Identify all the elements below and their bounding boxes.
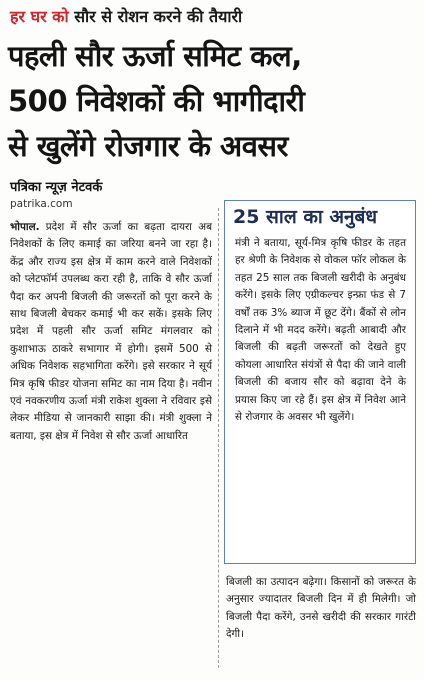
article-continuation: बिजली का उत्पादन बढ़ेगा। किसानों को जरूरत के अनुसार ज्यादातर बिजली दिन में ही मिलेगी। जो बिजली पैदा करेंगे, उनसे खरीदी की सरकार गारंटी देगी। xyxy=(226,576,416,641)
article-main-column xyxy=(10,219,212,445)
article-continuation-column xyxy=(226,574,416,644)
headline-line-2: 500 निवेशकों की भागीदारी xyxy=(8,84,305,118)
sidebar-text: मंत्री ने बताया, सूर्य-मित्र कृषि फीडर के तहत हर श्रेणी के निवेशक से वोकल फॉर लोकल के तहत 25 साल तक बिजली खरीदी के अनुबंध करेंगे। इसके लिए एग्रीकल्चर इन्फ्रा फंड से 7 वर्षों तक 3% ब्याज में छूट देंगे। बैंकों से लोन दिलाने में भी मदद करेंगे। बढ़ती आबादी और बिजली की बढ़ती जरूरतों को देखते हुए कोयला आधारित संयंत्रों से पैदा की जाने वाली बिजली की बजाय सौर को बढ़ावा देने के प्रयास किए जा रहे हैं। इस क्षेत्र में निवेश आने से रोजगार के अवसर भी खुलेंगे। xyxy=(235,237,406,424)
sidebar-text-block xyxy=(235,235,406,426)
kicker-text: सौर से रोशन करने की तैयारी xyxy=(74,7,243,26)
dateline: भोपाल. xyxy=(10,221,40,233)
sidebar-box xyxy=(224,200,416,564)
article-main-text: प्रदेश में सौर ऊर्जा का बढ़ता दायरा अब निवेशकों के लिए कमाई का जरिया बनने जा रहा है। केंद्र और राज्य इस क्षेत्र में काम करने वाले निवेशकों को प्लेटफॉर्म उपलब्ध करा रही है, ताकि वे सौर ऊर्जा पैदा कर अपनी बिजली की जरूरतों को पूरा करने के साथ बिजली बेचकर कमाई भी कर सकें। इसके लिए प्रदेश में पहली सौर ऊर्जा समिट मंगलवार को कुशाभाऊ ठाकरे सभागार में होगी। इसमें 500 से अधिक निवेशक सहभागिता करेंगे। इसे सरकार ने सूर्य मित्र कृषि फीडर योजना समिट का नाम दिया है। नवीन एवं नवकरणीय ऊर्जा मंत्री राकेश शुक्ला ने रविवार इसे लेकर मीडिया से जानकारी साझा की। मंत्री शुक्ला ने बताया, इस क्षेत्र में निवेश से सौर ऊर्जा आधारित xyxy=(10,221,212,442)
article-paragraph xyxy=(10,219,212,445)
kicker-line xyxy=(10,6,242,28)
headline-line-1: पहली सौर ऊर्जा समिट कल, xyxy=(8,39,302,73)
headline xyxy=(8,34,420,169)
byline-author: पत्रिका न्यूज़ नेटवर्क xyxy=(10,180,103,195)
headline-line-3: से खुलेंगे रोजगार के अवसर xyxy=(8,129,288,163)
byline-website: patrika.com xyxy=(10,198,73,210)
sidebar-title: 25 साल का अनुबंध xyxy=(233,206,378,228)
column-divider xyxy=(218,208,219,668)
kicker-highlight: हर घर को xyxy=(10,7,69,26)
